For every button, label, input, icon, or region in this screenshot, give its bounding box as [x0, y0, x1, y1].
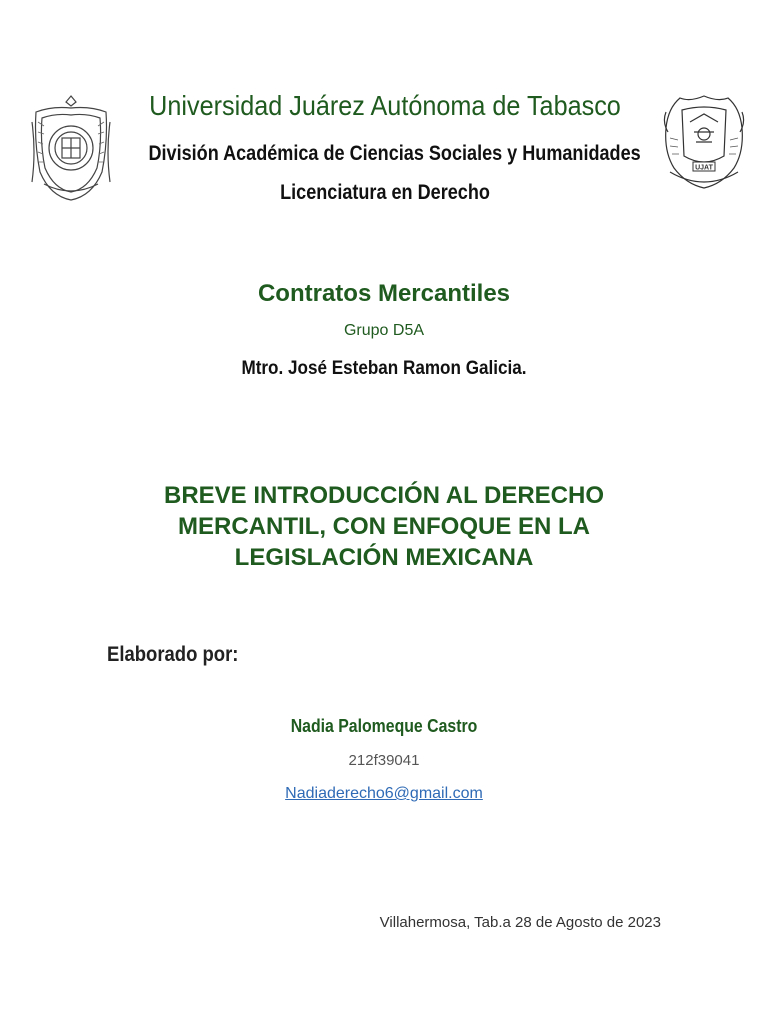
essay-title-line-3: LEGISLACIÓN MEXICANA: [234, 544, 534, 571]
essay-title-line-1: BREVE INTRODUCCIÓN AL DERECHO: [163, 482, 605, 509]
university-crest-icon: [30, 92, 112, 204]
course-group: Grupo D5A: [343, 322, 425, 339]
student-id: 212f39041: [348, 752, 420, 769]
university-name: Universidad Juárez Autónoma de Tabasco: [149, 90, 621, 121]
course-name: Contratos Mercantiles: [257, 280, 511, 307]
seal-text: UJAT: [695, 164, 713, 172]
teacher-name: Mtro. José Esteban Ramon Galicia.: [241, 358, 527, 379]
essay-title: [100, 480, 668, 573]
author-name: Nadia Palomeque Castro: [290, 716, 478, 736]
author-email-link[interactable]: Nadiaderecho6@gmail.com: [285, 785, 483, 802]
ujat-eagle-seal-icon: [660, 92, 748, 200]
place-date: Villahermosa, Tab.a 28 de Agosto de 2023: [379, 914, 661, 931]
division-name: División Académica de Ciencias Sociales y Humanidades: [148, 142, 641, 165]
essay-title-line-2: MERCANTIL, CON ENFOQUE EN LA: [178, 513, 590, 540]
author-label: Elaborado por:: [107, 643, 239, 666]
author-email-container: [0, 785, 768, 803]
program-name: Licenciatura en Derecho: [280, 181, 490, 204]
